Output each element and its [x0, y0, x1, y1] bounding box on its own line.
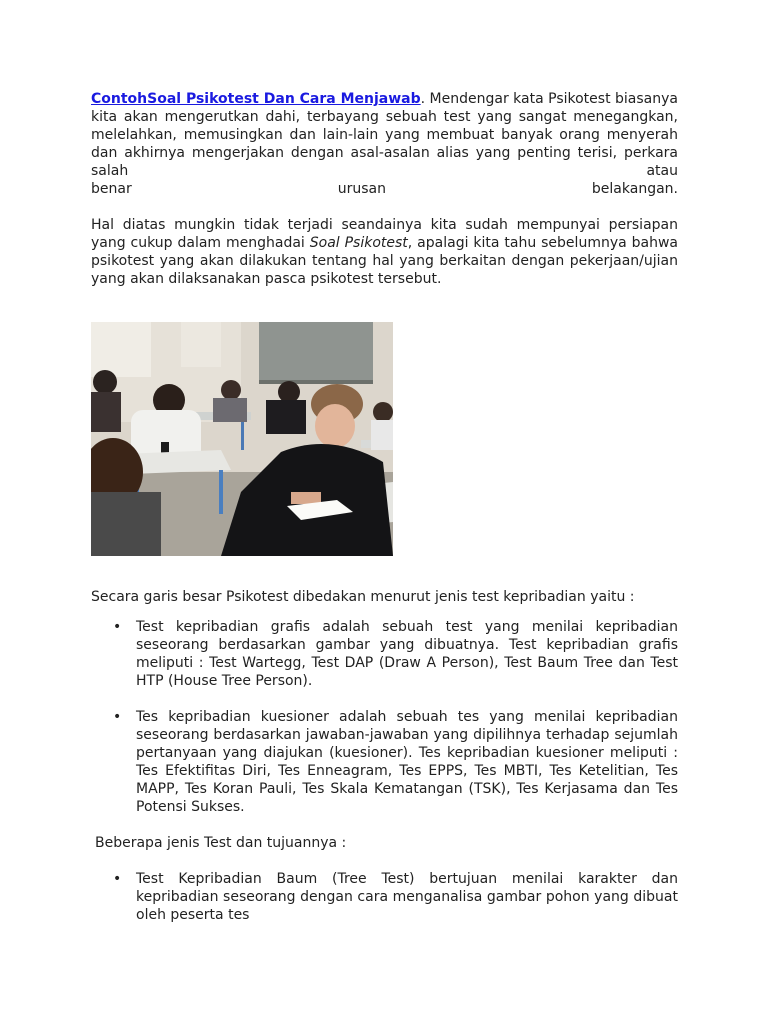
personality-test-list [91, 618, 678, 816]
second-paragraph [91, 216, 678, 288]
classroom-exam-photo [91, 322, 393, 556]
intro-paragraph-text: . Mendengar kata Psikotest biasanya kita akan mengerutkan dahi, terbayang sebuah test yang sangat menegangkan, melelahkan, memusingkan dan lain-lain yang membuat banyak orang menyerah dan akhirnya mengerjakan dengan asal-asalan alias yang penting terisi, perkara salah atau [91, 91, 678, 179]
second-paragraph-italic: Soal Psikotest [309, 235, 408, 251]
list-item [91, 708, 678, 816]
test-types-intro: Secara garis besar Psikotest dibedakan menurut jenis test kepribadian yaitu : [91, 589, 635, 605]
article-body [91, 90, 678, 942]
second-paragraph-text-end: , apalagi kita tahu sebelumnya bahwa psikotest yang akan dilakukan tentang hal yang berkaitan dengan pekerjaan/ujian yang akan dilaksanakan pasca psikotest tersebut. [91, 235, 678, 287]
test-purposes-heading: Beberapa jenis Test dan tujuannya : [95, 835, 347, 851]
paragraph-gap [91, 198, 678, 216]
list-item-text: Test kepribadian grafis adalah sebuah test yang menilai kepribadian seseorang berdasarkan gambar yang dibuatnya. Test kepribadian grafis meliputi : Test Wartegg, Test DAP (Draw A Person), Test Baum Tree dan Test HTP (House Tree Person). [136, 619, 678, 689]
intro-paragraph [91, 90, 678, 198]
list-item [91, 870, 678, 924]
bullet-marker: • [113, 871, 122, 887]
list-item [91, 618, 678, 690]
bullet-marker: • [113, 709, 122, 725]
list-item-text: Tes kepribadian kuesioner adalah sebuah tes yang menilai kepribadian seseorang berdasarkan jawaban-jawaban yang dipilihnya terhadap sejumlah pertanyaan yang diajukan (kuesioner). Tes kepribadian kuesioner meliputi : Tes Efektifitas Diri, Tes Enneagram, Tes EPPS, Tes MBTI, Tes Ketelitian, Tes MAPP, Tes Koran Pauli, Tes Skala Kematangan (TSK), Tes Kerjasama dan Tes Potensi Sukses. [136, 709, 678, 815]
intro-paragraph-last-line: benar urusan belakangan. [91, 181, 678, 197]
bullet-marker: • [113, 619, 122, 635]
list-item-text: Test Kepribadian Baum (Tree Test) bertujuan menilai karakter dan kepribadian seseorang dengan cara menganalisa gambar pohon yang dibuat oleh peserta tes [136, 871, 678, 923]
article-title-link[interactable]: ContohSoal Psikotest Dan Cara Menjawab [91, 91, 421, 107]
second-paragraph-text-start: Hal diatas mungkin tidak terjadi seandainya kita sudah mempunyai persiapan yang cukup dalam menghadai [91, 217, 678, 251]
test-purpose-list [91, 870, 678, 924]
